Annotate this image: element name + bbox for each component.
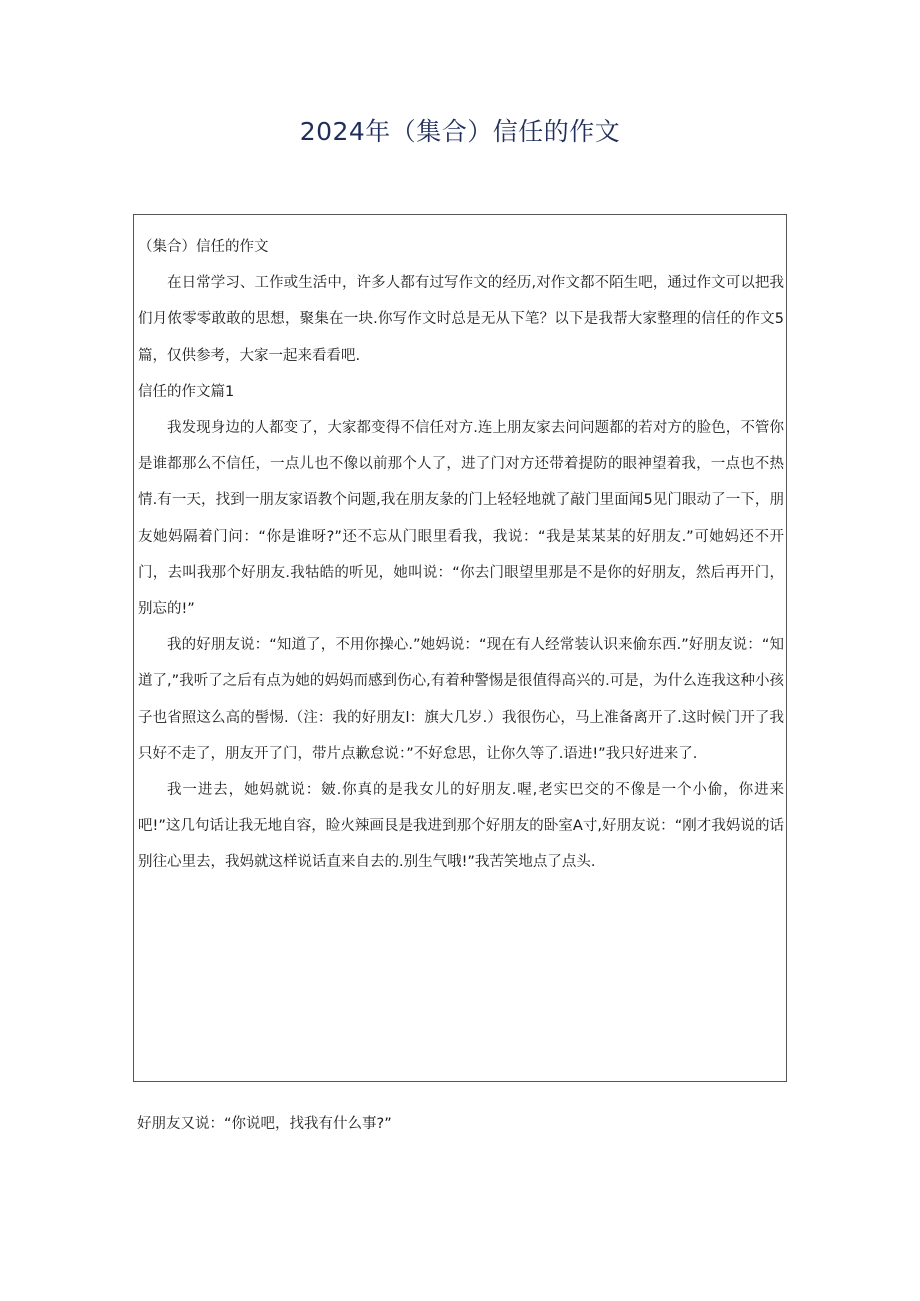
body-paragraph-3: 我一进去，她妈就说：皴.你真的是我女儿的好朋友.喔,老实巴交的不像是一个小偷，你进来吧!”这几句话让我无地自容，睑火辣画艮是我进到那个好朋友的卧室A寸,好朋友说：“刚才我妈说的话别往心里去，我妈就这样说话直来自去的.别生气哦!”我苦笑地点了点头. xyxy=(138,782,784,871)
content-box xyxy=(133,214,787,1082)
intro-paragraph: 在日常学习、工作或生活中，许多人都有过写作文的经历,对作文都不陌生吧，通过作文可以把我们月侬零零敢敢的思想，聚集在一块.你写作文时总是无从下笔？以下是我帮大家整理的信任的作文5篇，仅供参考，大家一起来看看吧. xyxy=(138,275,784,364)
document-title: 2024年（集合）信任的作文 xyxy=(299,117,621,146)
content-body xyxy=(138,229,784,881)
box-subtitle: （集合）信任的作文 xyxy=(138,239,269,255)
body-paragraph-2: 我的好朋友说：“知道了，不用你操心.”她妈说：“现在有人经常装认识来偷东西.”好朋友说：“知道了,”我听了之后有点为她的妈妈而感到伤心,有着种警惕是很值得高兴的.可是，为什么连我这种小孩子也省照这么高的髻惕.（注：我的好朋友l：旗大几岁.）我很伤心，马上准备离开了.这时候门开了我只好不走了，朋友开了门，带片点歉怠说：”不好怠思，让你久等了.语进!”我只好进来了. xyxy=(138,637,784,762)
body-paragraph-1: 我发现身边的人都变了，大家都变得不信任对方.连上朋友家去问问题都的若对方的脸色，不管你是谁都那么不信任，一点儿也不像以前那个人了，进了门对方还带着提防的眼神望着我，一点也不热情.有一天，找到一朋友家语教个问题,我在朋友彖的门上轻轻地就了敲门里面闻5见门眼动了一下，朋友她妈隔着门问：“你是谁呀?”还不忘从门眼里看我，我说：“我是某某某的好朋友.”可她妈还不开门，去叫我那个好朋友.我牯皓的听见，她叫说：“你去门眼望里那是不是你的好朋友，然后再开门，别忘的!” xyxy=(138,420,784,618)
section-heading: 信任的作文篇1 xyxy=(138,383,235,400)
trailing-paragraph: 好朋友又说：“你说吧，找我有什么事?” xyxy=(137,1116,392,1132)
